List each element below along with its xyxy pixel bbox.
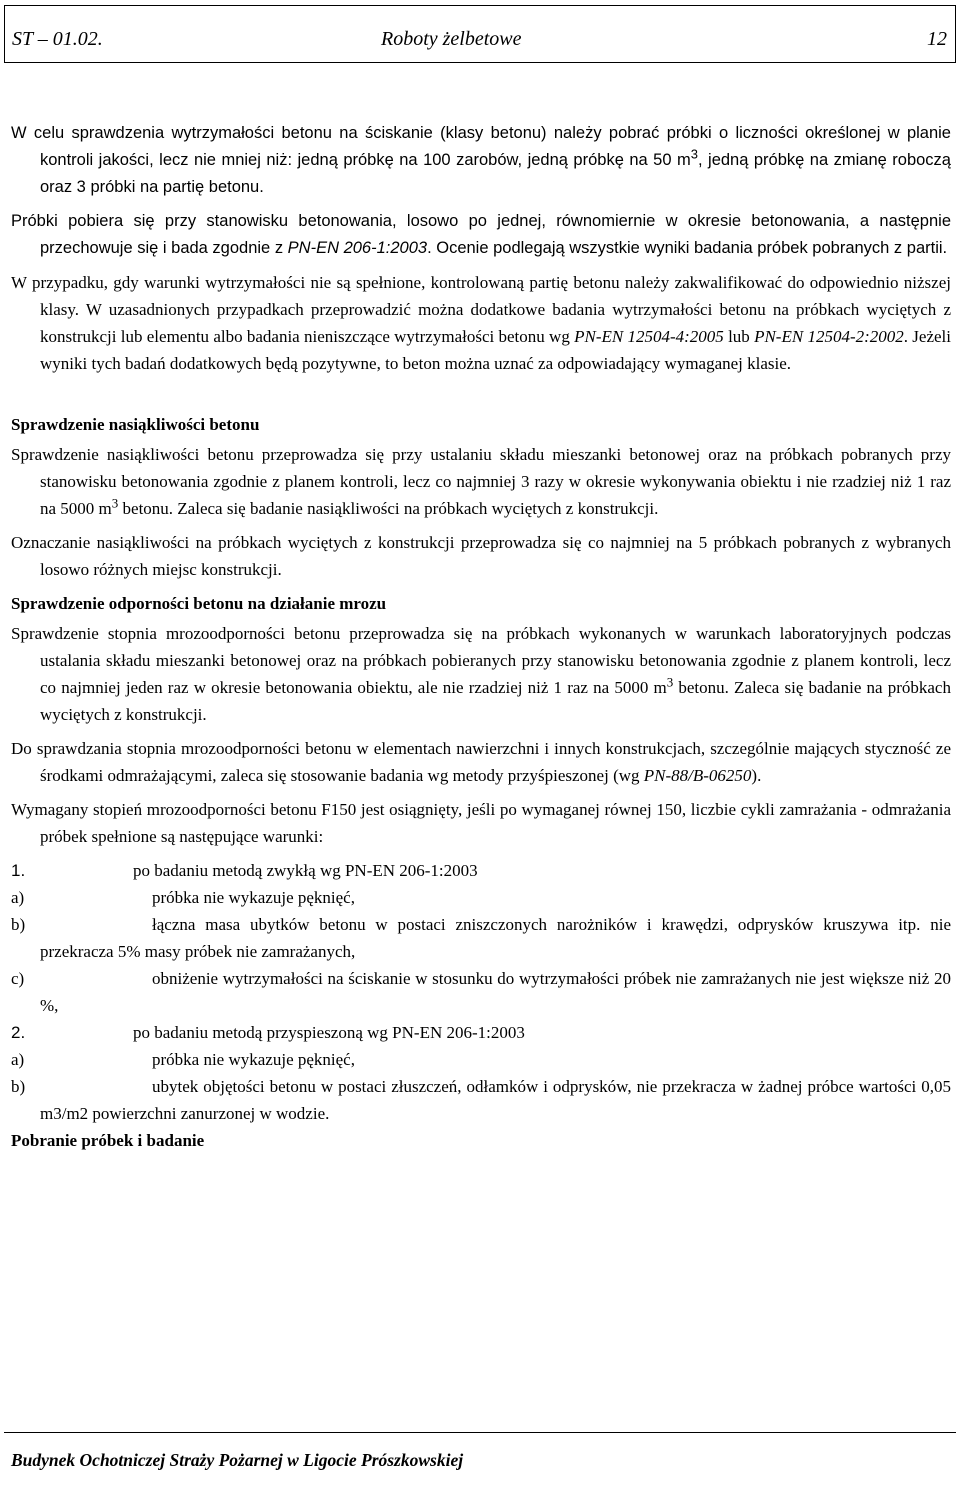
- list-item: 1. po badaniu metodą zwykłą wg PN-EN 206-1:2003: [11, 861, 478, 880]
- page-number: 12: [927, 28, 947, 50]
- paragraph-frost-requirement: Wymagany stopień mrozoodporności betonu F150 jest osiągnięty, jeśli po wymaganej równej 150, liczbie cykli zamrażania - odmrażania próbek spełnione są następujące warunki:: [11, 800, 951, 846]
- header-title: Roboty żelbetowe: [381, 28, 522, 50]
- list-item: c) obniżenie wytrzymałości na ściskanie w stosunku do wytrzymałości próbek nie zamrażanych nie jest większe niż 20 %,: [11, 969, 951, 1015]
- paragraph-absorption-test: Sprawdzenie nasiąkliwości betonu przeprowadza się przy ustalaniu składu mieszanki betonowej oraz na próbkach pobranych przy stanowisku betonowania zgodnie z planem kontroli, lecz co najmniej 3 razy w okresie wykonywania obiektu i nie rzadziej niż 1 raz na 5000 $m^3$ betonu. Zaleca się badanie nasiąkliwości na próbkach wyciętych z konstrukcji.: [11, 445, 951, 518]
- paragraph-sampling: Próbki pobiera się przy stanowisku betonowania, losowo po jednej, równomiernie w okresie betonowania, a następnie przechowuje się i bada zgodnie z PN-EN 206-1:2003. Ocenie podlegają wszystkie wyniki badania próbek pobranych z partii.: [11, 212, 951, 257]
- footer-divider: [4, 1432, 956, 1433]
- paragraph-frost-test: Sprawdzenie stopnia mrozoodporności betonu przeprowadza się na próbkach wykonanych w warunkach laboratoryjnych podczas ustalania składu mieszanki betonowej oraz na próbkach pobieranych przy stanowisku betonowania zgodnie z planem kontroli, lecz co najmniej jeden raz w okresie betonowania obiektu, ale nie rzadziej niż 1 raz na 5000 $m^3$ betonu. Zaleca się badanie na próbkach wyciętych z konstrukcji.: [11, 624, 951, 724]
- conditions-list: [11, 857, 951, 1127]
- spec-code: ST – 01.02.: [12, 28, 103, 50]
- paragraph-strength-failure: W przypadku, gdy warunki wytrzymałości nie są spełnione, kontrolowaną partię betonu należy zakwalifikować do odpowiednio niższej klasy. W uzasadnionych przypadkach przeprowadzić można dodatkowe badania wytrzymałości betonu na próbkach wyciętych z konstrukcji lub elementu albo badania nieniszczące wytrzymałości betonu wg PN-EN 12504-4:2005 lub PN-EN 12504-2:2002. Jeżeli wyniki tych badań dodatkowych będą pozytywne, to beton można uznać za odpowiadający wymaganej klasie.: [11, 273, 951, 373]
- list-item: 2. po badaniu metodą przyspieszoną wg PN-EN 206-1:2003: [11, 1023, 525, 1042]
- section-heading-frost: Sprawdzenie odporności betonu na działanie mrozu: [11, 594, 387, 613]
- list-item: b) łączna masa ubytków betonu w postaci zniszczonych narożników i krawędzi, odprysków kruszywa itp. nie przekracza 5% masy próbek nie zamrażanych,: [11, 915, 951, 961]
- footer-project-name: Budynek Ochotniczej Straży Pożarnej w Ligocie Prószkowskiej: [11, 1450, 464, 1470]
- paragraph-frost-method: Do sprawdzania stopnia mrozoodporności betonu w elementach nawierzchni i innych konstrukcjach, szczególnie mających styczność ze środkami odmrażającymi, zaleca się stosowanie badania wg metody przyśpieszonej (wg PN-88/B-06250).: [11, 739, 951, 785]
- list-item: a) próbka nie wykazuje pęknięć,: [11, 888, 355, 907]
- paragraph-absorption-samples: Oznaczanie nasiąkliwości na próbkach wyciętych z konstrukcji przeprowadza się co najmniej na 5 próbkach pobranych z wybranych losowo różnych miejsc konstrukcji.: [11, 533, 951, 579]
- section-heading-sampling: Pobranie próbek i badanie: [11, 1131, 205, 1150]
- paragraph-sample-count: W celu sprawdzenia wytrzymałości betonu na ściskanie (klasy betonu) należy pobrać próbki o liczności określonej w planie kontroli jakości, lecz nie mniej niż: jedną próbkę na 100 zarobów, jedną próbkę na 50 $m^3$, jedną próbkę na zmianę roboczą oraz 3 próbki na partię betonu.: [11, 124, 951, 196]
- section-heading-absorption: Sprawdzenie nasiąkliwości betonu: [11, 415, 260, 434]
- document-body: [11, 120, 951, 1157]
- list-item: b) ubytek objętości betonu w postaci złuszczeń, odłamków i odprysków, nie przekracza w żadnej próbce wartości 0,05 m3/m2 powierzchni zanurzonej w wodzie.: [11, 1077, 951, 1123]
- page-header: [4, 5, 956, 63]
- list-item: a) próbka nie wykazuje pęknięć,: [11, 1050, 355, 1069]
